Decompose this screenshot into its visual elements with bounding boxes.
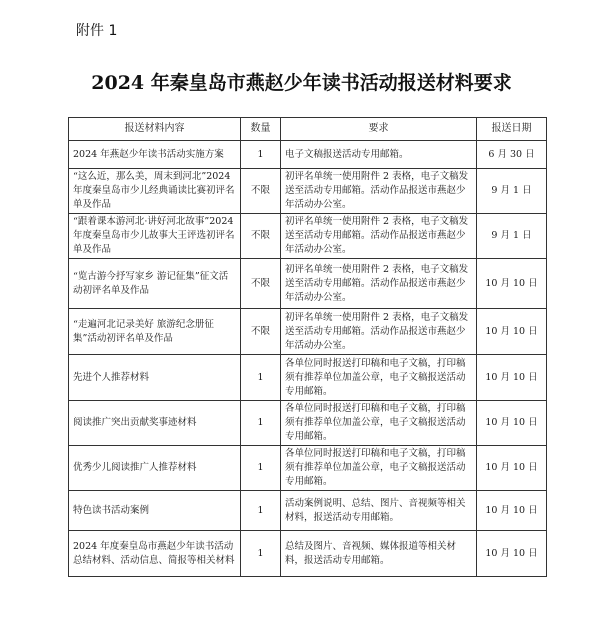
quantity-cell: 不限 — [241, 214, 281, 259]
table-row — [69, 141, 547, 169]
date-cell: 10 月 10 日 — [477, 259, 547, 309]
material-cell: “走遍河北记录美好 旅游纪念册征集”活动初评名单及作品 — [69, 309, 241, 355]
requirement-cell: 各单位同时报送打印稿和电子文稿，打印稿须有推荐单位加盖公章，电子文稿报送活动专用邮箱。 — [281, 446, 477, 491]
quantity-cell: 1 — [241, 531, 281, 577]
quantity-cell: 1 — [241, 401, 281, 446]
requirement-cell: 初评名单统一使用附件 2 表格，电子文稿发送至活动专用邮箱。活动作品报送市燕赵少年活动办公室。 — [281, 309, 477, 355]
header-quantity: 数量 — [241, 118, 281, 141]
date-cell: 9 月 1 日 — [477, 169, 547, 214]
requirement-cell: 电子文稿报送活动专用邮箱。 — [281, 141, 477, 169]
header-material: 报送材料内容 — [69, 118, 241, 141]
date-cell: 10 月 10 日 — [477, 531, 547, 577]
material-cell: “览古游今抒写家乡 游记征集”征文活动初评名单及作品 — [69, 259, 241, 309]
table-row — [69, 259, 547, 309]
requirements-table — [68, 117, 547, 577]
attachment-label: 附件 1 — [76, 23, 118, 39]
table-header-row — [69, 118, 547, 141]
quantity-cell: 不限 — [241, 169, 281, 214]
table-row — [69, 446, 547, 491]
requirement-cell: 初评名单统一使用附件 2 表格，电子文稿发送至活动专用邮箱。活动作品报送市燕赵少年活动办公室。 — [281, 259, 477, 309]
date-cell: 10 月 10 日 — [477, 401, 547, 446]
header-date: 报送日期 — [477, 118, 547, 141]
requirement-cell: 初评名单统一使用附件 2 表格，电子文稿发送至活动专用邮箱。活动作品报送市燕赵少年活动办公室。 — [281, 169, 477, 214]
date-cell: 9 月 1 日 — [477, 214, 547, 259]
quantity-cell: 1 — [241, 491, 281, 531]
requirement-cell: 初评名单统一使用附件 2 表格，电子文稿发送至活动专用邮箱。活动作品报送市燕赵少年活动办公室。 — [281, 214, 477, 259]
table-row — [69, 169, 547, 214]
quantity-cell: 不限 — [241, 259, 281, 309]
date-cell: 10 月 10 日 — [477, 355, 547, 401]
date-cell: 6 月 30 日 — [477, 141, 547, 169]
requirement-cell: 各单位同时报送打印稿和电子文稿，打印稿须有推荐单位加盖公章，电子文稿报送活动专用邮箱。 — [281, 401, 477, 446]
table-row — [69, 401, 547, 446]
material-cell: “这么近，那么美，周末到河北”2024 年度秦皇岛市少儿经典诵读比赛初评名单及作品 — [69, 169, 241, 214]
table-row — [69, 355, 547, 401]
quantity-cell: 1 — [241, 446, 281, 491]
table-row — [69, 491, 547, 531]
material-cell: 2024 年燕赵少年读书活动实施方案 — [69, 141, 241, 169]
material-cell: 2024 年度秦皇岛市燕赵少年读书活动总结材料、活动信息、简报等相关材料 — [69, 531, 241, 577]
date-cell: 10 月 10 日 — [477, 309, 547, 355]
document-title: 2024 年秦皇岛市燕赵少年读书活动报送材料要求 — [91, 72, 512, 94]
material-cell: 阅读推广突出贡献奖事迹材料 — [69, 401, 241, 446]
table-row — [69, 309, 547, 355]
material-cell: 先进个人推荐材料 — [69, 355, 241, 401]
material-cell: “跟着课本游河北·讲好河北故事”2024 年度秦皇岛市少儿故事大王评选初评名单及作品 — [69, 214, 241, 259]
requirement-cell: 总结及图片、音视频、媒体报道等相关材料，报送活动专用邮箱。 — [281, 531, 477, 577]
quantity-cell: 1 — [241, 141, 281, 169]
quantity-cell: 不限 — [241, 309, 281, 355]
requirement-cell: 各单位同时报送打印稿和电子文稿，打印稿须有推荐单位加盖公章，电子文稿报送活动专用邮箱。 — [281, 355, 477, 401]
date-cell: 10 月 10 日 — [477, 491, 547, 531]
table-row — [69, 531, 547, 577]
header-requirement: 要求 — [281, 118, 477, 141]
requirement-cell: 活动案例说明、总结、图片、音视频等相关材料，报送活动专用邮箱。 — [281, 491, 477, 531]
material-cell: 优秀少儿阅读推广人推荐材料 — [69, 446, 241, 491]
material-cell: 特色读书活动案例 — [69, 491, 241, 531]
table-row — [69, 214, 547, 259]
quantity-cell: 1 — [241, 355, 281, 401]
date-cell: 10 月 10 日 — [477, 446, 547, 491]
